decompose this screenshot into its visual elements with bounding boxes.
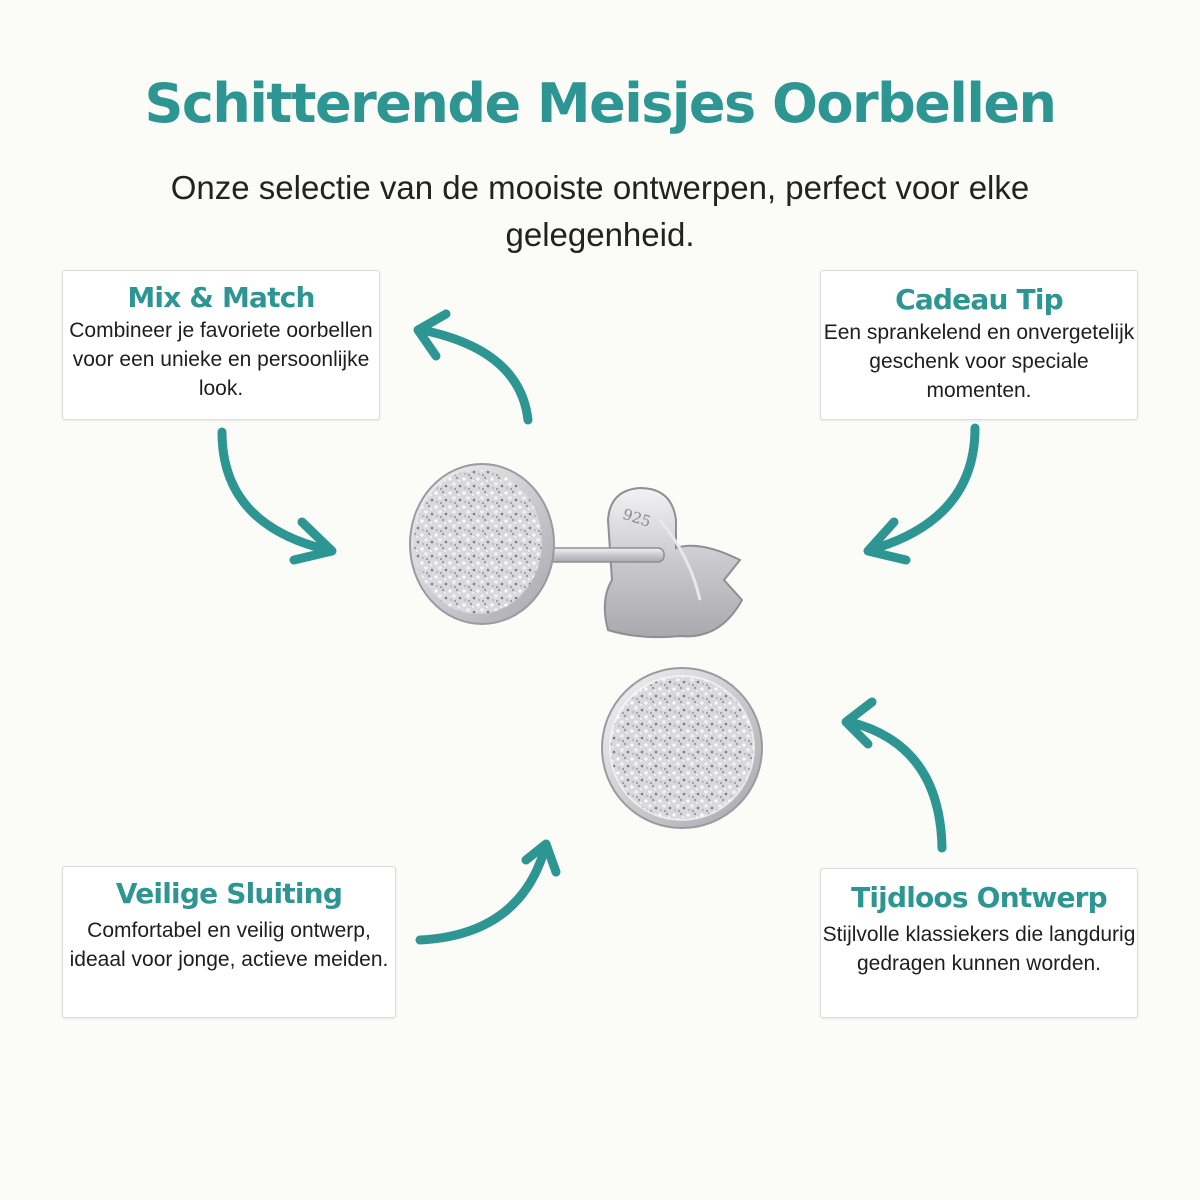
- earring-side-view: [410, 464, 742, 637]
- feature-card-text: Een sprankelend en onvergetelijk geschenk voor speciale momenten.: [823, 321, 1135, 402]
- feature-card-title: Veilige Sluiting: [115, 877, 343, 910]
- feature-card-title: Mix & Match: [127, 281, 315, 314]
- silver-stamp: 925: [620, 504, 654, 531]
- earring-front-view: [602, 668, 762, 828]
- curved-arrow-icon: [418, 314, 528, 420]
- feature-card-title: Tijdloos Ontwerp: [851, 881, 1107, 914]
- curved-arrow-icon: [222, 432, 332, 560]
- curved-arrow-icon: [420, 844, 556, 940]
- feature-card-text: Stijlvolle klassiekers die langdurig gedragen kunnen worden.: [822, 923, 1136, 975]
- curved-arrow-icon: [868, 428, 975, 560]
- curved-arrow-icon: [846, 702, 942, 848]
- feature-card-title: Cadeau Tip: [895, 283, 1063, 316]
- page-title: Schitterende Meisjes Oorbellen: [144, 72, 1056, 135]
- feature-card-text: Comfortabel en veilig ontwerp, ideaal voor jonge, actieve meiden.: [69, 919, 389, 971]
- feature-card-text: Combineer je favoriete oorbellen voor een unieke en persoonlijke look.: [69, 319, 373, 400]
- page-subtitle: Onze selectie van de mooiste ontwerpen, perfect voor elke gelegenheid.: [170, 169, 1030, 253]
